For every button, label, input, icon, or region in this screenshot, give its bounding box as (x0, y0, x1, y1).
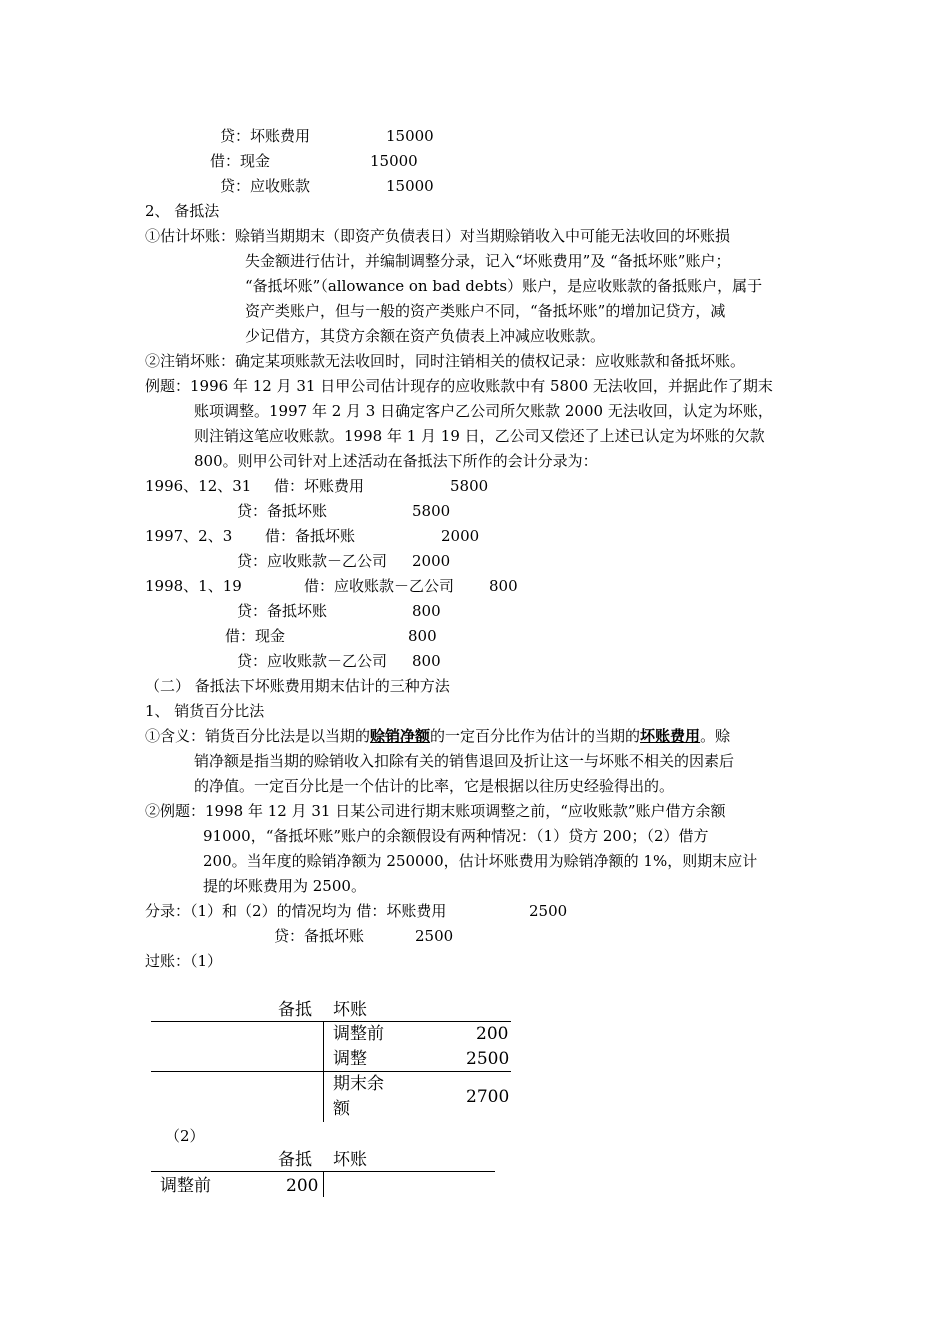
journal-line: 贷：应收账款 (220, 177, 311, 195)
entry-amount: 800 (489, 577, 518, 595)
t-account-rule (151, 1021, 511, 1022)
case-label: （2） (165, 1127, 205, 1145)
t-account-label: 期末余 (333, 1074, 384, 1094)
paragraph-line: ①估计坏账：赊销当期期末（即资产负债表日）对当期赊销收入中可能无法收回的坏账损 (145, 227, 731, 245)
entry-debit: 借：坏账费用 (274, 477, 365, 495)
t-account-amount: 200 (286, 1176, 319, 1196)
entry-debit: 分录：（1）和（2）的情况均为 借：坏账费用 (145, 902, 447, 920)
entry-amount: 800 (412, 652, 441, 670)
entry-amount: 5800 (412, 502, 451, 520)
entry-credit: 贷：备抵坏账 (237, 502, 328, 520)
entry-debit: 借：备抵坏账 (265, 527, 356, 545)
paragraph-line: ②注销坏账：确定某项账款无法收回时，同时注销相关的债权记录：应收账款和备抵坏账。 (145, 352, 746, 370)
paragraph-line: 91000，“备抵坏账”账户的余额假设有两种情况：（1）贷方 200；（2）借方 (203, 827, 709, 845)
journal-amount: 15000 (386, 127, 434, 145)
t-account-label: 额 (333, 1099, 350, 1119)
entry-amount: 2000 (412, 552, 451, 570)
entry-amount: 5800 (450, 477, 489, 495)
paragraph-line: ②例题：1998 年 12 月 31 日某公司进行期末账项调整之前，“应收账款”账户借方余额 (145, 802, 726, 820)
journal-line: 借：现金 (210, 152, 271, 170)
t-account-label: 调整前 (333, 1024, 384, 1044)
journal-amount: 15000 (386, 177, 434, 195)
entry-date: 1998、1、19 (145, 577, 242, 595)
t-account-amount: 200 (476, 1024, 509, 1044)
paragraph-line: 少记借方，其贷方余额在资产负债表上冲减应收账款。 (245, 327, 606, 345)
t-account-label: 调整前 (160, 1176, 211, 1196)
entry-credit: 贷：备抵坏账 (274, 927, 365, 945)
entry-debit: 借：现金 (225, 627, 286, 645)
journal-line: 贷：坏账费用 (220, 127, 311, 145)
entry-credit: 贷：应收账款－乙公司 (237, 552, 388, 570)
entry-date: 1996、12、31 (145, 477, 252, 495)
emphasis-term: 赊销净额 (370, 727, 431, 745)
paragraph-line: 失金额进行估计，并编制调整分录，记入“坏账费用”及 “备抵坏账”账户； (245, 252, 731, 270)
entry-amount: 2500 (529, 902, 568, 920)
emphasis-term: 坏账费用 (640, 727, 701, 745)
t-account-amount: 2700 (466, 1087, 510, 1107)
t-account-title: 备抵 (278, 1000, 312, 1020)
entry-credit: 贷：应收账款－乙公司 (237, 652, 388, 670)
entry-credit: 贷：备抵坏账 (237, 602, 328, 620)
entry-amount: 800 (408, 627, 437, 645)
paragraph-line: 提的坏账费用为 2500。 (203, 877, 366, 895)
t-account-rule (151, 1071, 511, 1072)
paragraph-line: 200。当年度的赊销净额为 250000，估计坏账费用为赊销净额的 1%，则期末应计 (203, 852, 758, 870)
paragraph-line: 则注销这笔应收账款。1998 年 1 月 19 日，乙公司又偿还了上述已认定为坏账的欠款 (194, 427, 765, 445)
t-account-title: 坏账 (333, 1150, 367, 1170)
paragraph-line: “备抵坏账”（allowance on bad debts）账户，是应收账款的备抵账户，属于 (245, 277, 763, 295)
paragraph-line: 资产类账户，但与一般的资产类账户不同，“备抵坏账”的增加记贷方，减 (245, 302, 726, 320)
journal-amount: 15000 (370, 152, 418, 170)
entry-amount: 2500 (415, 927, 454, 945)
paragraph-line: 账项调整。1997 年 2 月 3 日确定客户乙公司所欠账款 2000 无法收回，认定为坏账， (194, 402, 773, 420)
posting-label: 过账：（1） (145, 952, 223, 970)
paragraph-line: 例题：1996 年 12 月 31 日甲公司估计现存的应收账款中有 5800 无法收回，并据此作了期末 (145, 377, 773, 395)
section-heading: 1、 销货百分比法 (145, 702, 265, 720)
paragraph-line: 销净额是指当期的赊销收入扣除有关的销售退回及折让这一与坏账不相关的因素后 (194, 752, 735, 770)
entry-debit: 借：应收账款－乙公司 (304, 577, 455, 595)
section-heading: 2、 备抵法 (145, 202, 220, 220)
t-account-amount: 2500 (466, 1049, 510, 1069)
t-account-divider (323, 1171, 324, 1197)
t-account-title: 坏账 (333, 1000, 367, 1020)
t-account-label: 调整 (333, 1049, 367, 1069)
paragraph-line: 的净值。一定百分比是一个估计的比率，它是根据以往历史经验得出的。 (194, 777, 675, 795)
definition-line: ①含义：销货百分比法是以当期的赊销净额的一定百分比作为估计的当期的坏账费用。赊 (145, 727, 731, 745)
entry-amount: 2000 (441, 527, 480, 545)
paragraph-line: 800。则甲公司针对上述活动在备抵法下所作的会计分录为： (194, 452, 598, 470)
t-account-title: 备抵 (278, 1150, 312, 1170)
section-heading: （二） 备抵法下坏账费用期末估计的三种方法 (145, 677, 450, 695)
entry-date: 1997、2、3 (145, 527, 233, 545)
entry-amount: 800 (412, 602, 441, 620)
